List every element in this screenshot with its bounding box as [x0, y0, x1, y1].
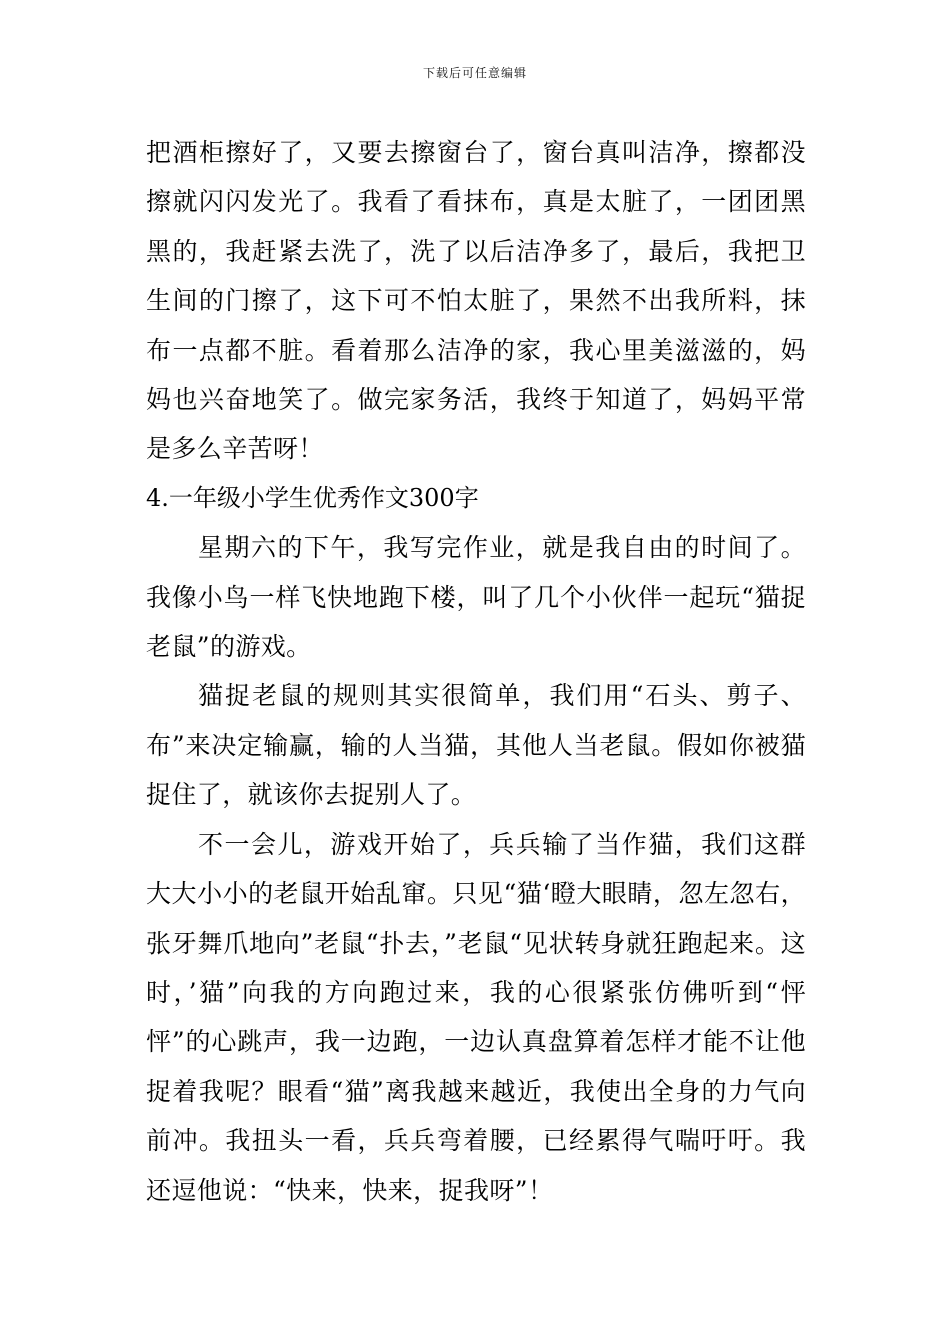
section-heading: 4.一年级小学生优秀作文300字	[146, 483, 479, 512]
paragraph-game: 不一会儿，游戏开始了，兵兵输了当作猫，我们这群大大小小的老鼠开始乱窜。只见“猫‘瞪大眼睛，忽左忽右，张牙舞爪地向”老鼠“扑去，”老鼠“见状转身就狂跑起来。这时，’猫”向我的方向跑过来，我的心很紧张仿佛听到“怦怦”的心跳声，我一边跑，一边认真盘算着怎样才能不让他捉着我呢？眼看“猫”离我越来越近，我使出全身的力气向前冲。我扭头一看，兵兵弯着腰，已经累得气喘吁吁。我还逗他说：“快来，快来，捉我呀”！	[146, 829, 806, 1205]
document-body	[146, 128, 806, 1215]
paragraph-continued: 把酒柜擦好了，又要去擦窗台了，窗台真叫洁净，擦都没擦就闪闪发光了。我看了看抹布，真是太脏了，一团团黑黑的，我赶紧去洗了，洗了以后洁净多了，最后，我把卫生间的门擦了，这下可不怕太脏了，果然不出我所料，抹布一点都不脏。看着那么洁净的家，我心里美滋滋的，妈妈也兴奋地笑了。做完家务活，我终于知道了，妈妈平常是多么辛苦呀！	[146, 138, 806, 464]
page-header: 下载后可任意编辑	[422, 66, 527, 80]
paragraph-rules: 猫捉老鼠的规则其实很简单，我们用“石头、剪子、布”来决定输赢，输的人当猫，其他人当老鼠。假如你被猫捉住了，就该你去捉别人了。	[146, 681, 806, 810]
paragraph-intro: 星期六的下午，我写完作业，就是我自由的时间了。我像小鸟一样飞快地跑下楼，叫了几个小伙伴一起玩“猫捉老鼠”的游戏。	[146, 533, 806, 662]
